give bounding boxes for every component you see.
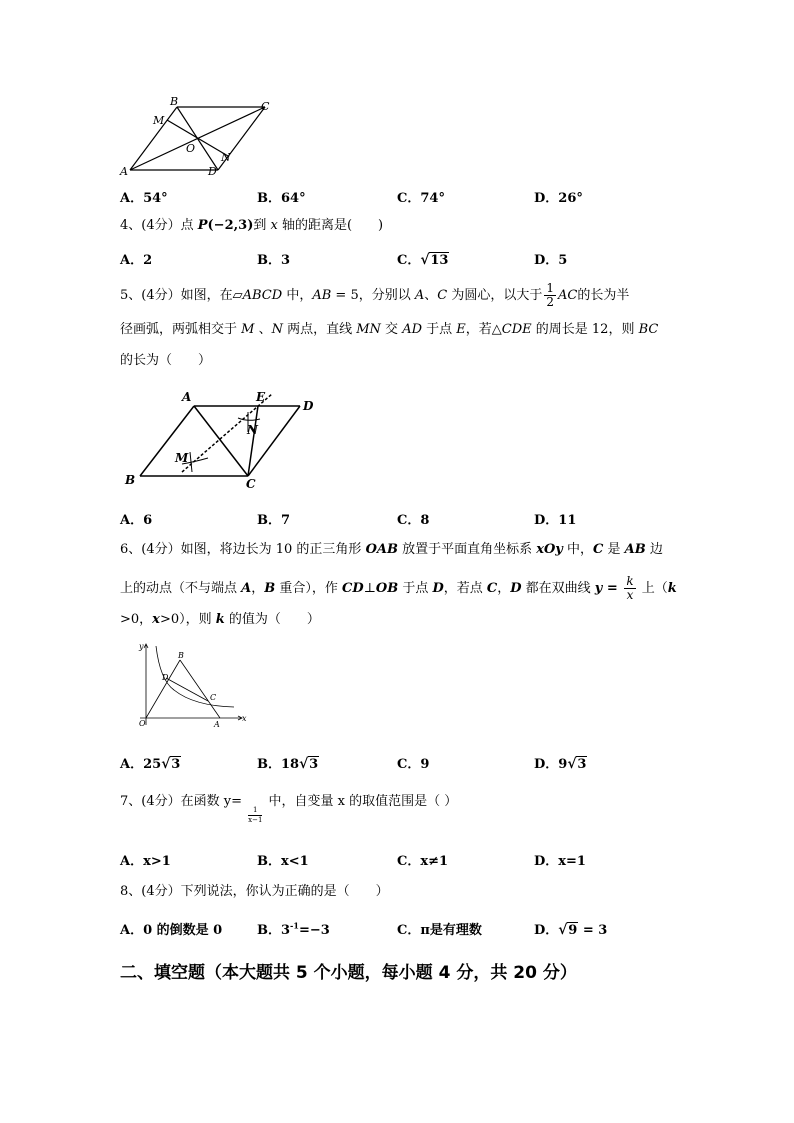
q5-n: N: [271, 322, 283, 337]
q6-option-d-radicand: 3: [577, 757, 587, 772]
q5-text: 、: [254, 322, 272, 337]
q5-option-a[interactable]: A．6: [120, 513, 153, 528]
q6-text: 的值为（ ）: [224, 612, 320, 627]
q4-point: P: [197, 218, 208, 233]
q6-text: 中，: [562, 542, 594, 557]
q6-fig-label-d: D: [162, 673, 169, 682]
q5-stem-line2: [120, 320, 658, 340]
q3-option-c[interactable]: C．74°: [397, 191, 445, 206]
q4-option-b[interactable]: B．3: [257, 253, 291, 268]
q5-text: 径画弧，两弧相交于: [120, 322, 242, 337]
sqrt-symbol: [299, 757, 319, 772]
q6-text: ，: [497, 581, 511, 596]
q4-option-d[interactable]: D．5: [534, 253, 568, 268]
q6-option-c[interactable]: C．9: [397, 757, 430, 772]
q5-fraction-half: [544, 282, 556, 309]
q5-bc: BC: [638, 322, 659, 337]
q4-suffix: 轴的距离是( ): [277, 218, 384, 233]
q6-fig-label-y: y: [139, 642, 144, 651]
q6-b: B: [264, 581, 276, 596]
q8-option-b-exponent: -1: [290, 920, 299, 931]
q6-text: 是: [603, 542, 625, 557]
q5-text: 5、(4分）如图，在: [120, 288, 233, 303]
q5-option-d[interactable]: D．11: [534, 513, 577, 528]
q6-text: ，若点: [443, 581, 487, 596]
q5-diagonal-ac: [194, 406, 248, 476]
q6-text: 放置于平面直角坐标系: [397, 542, 537, 557]
q4-option-c[interactable]: [397, 249, 449, 268]
q5-fig-label-m: M: [175, 451, 189, 465]
fig1-label-a: A: [120, 165, 128, 178]
q6-d: D: [510, 581, 522, 596]
q4-option-a[interactable]: A．2: [120, 253, 153, 268]
q5-m: M: [241, 322, 255, 337]
fig1-label-m: M: [153, 114, 165, 127]
q6-text: 于点: [398, 581, 433, 596]
fig1-label-d: D: [208, 165, 217, 178]
q6-edge-ob: [146, 660, 180, 718]
q6-oab: OAB: [365, 542, 398, 557]
fig1-label-o: O: [186, 142, 196, 155]
q5-fig-label-e: E: [256, 390, 266, 404]
q4-prefix: 4、(4分）点: [120, 218, 198, 233]
sqrt-symbol: [420, 253, 449, 268]
sqrt-symbol: [161, 757, 181, 772]
fig1-label-b: B: [170, 95, 179, 108]
q6-frac-num: k: [626, 574, 634, 588]
q6-option-b-label: B．18: [257, 757, 300, 772]
q6-text: 上的动点（不与端点: [120, 581, 242, 596]
q8-stem: 8、(4分）下列说法，你认为正确的是（ ）: [120, 884, 389, 899]
q8-option-c[interactable]: C．π是有理数: [397, 923, 482, 938]
q5-fig-label-n: N: [247, 423, 258, 437]
sqrt-symbol: [567, 757, 587, 772]
q5-text: 两点，直线: [282, 322, 357, 337]
q7-frac-den: x−1: [248, 816, 263, 824]
q6-fig-label-o: O: [139, 719, 146, 728]
q6-stem-line3: [120, 610, 320, 630]
q6-fig-label-b: B: [178, 651, 184, 660]
q5-stem-line3: 的长为（ ）: [120, 353, 212, 368]
q8-option-d-radicand: 9: [568, 923, 578, 938]
q4-x: x: [270, 218, 278, 233]
q6-option-d-label: D．9: [534, 757, 568, 772]
q7-option-b[interactable]: B．x<1: [257, 854, 309, 869]
q8-option-b-base: B．3: [257, 923, 291, 938]
q3-option-a[interactable]: A．54°: [120, 191, 168, 206]
q6-text: 上（: [637, 581, 668, 596]
fig1-label-c: C: [261, 100, 270, 113]
q5-text: 的周长是 12，则: [531, 322, 639, 337]
q4-option-c-label: C．: [397, 253, 421, 268]
q6-fig-label-a: A: [214, 720, 220, 729]
q6-fig-label-x: x: [242, 714, 247, 723]
figure-q6-coordinate: [134, 640, 254, 735]
q4-option-c-radicand: 13: [430, 253, 449, 268]
q3-option-b[interactable]: B．64°: [257, 191, 306, 206]
q6-a: A: [241, 581, 252, 596]
q6-option-a-radicand: 3: [171, 757, 181, 772]
q6-perp: ⊥: [363, 581, 376, 596]
q6-text: 6、(4分）如图，将边长为 10 的正三角形: [120, 542, 366, 557]
q7-frac-num: 1: [248, 806, 262, 816]
q5-point-a: A: [414, 288, 425, 303]
q7-option-c[interactable]: C．x≠1: [397, 854, 449, 869]
q7-option-d[interactable]: D．x=1: [534, 854, 586, 869]
q5-e: E: [456, 322, 466, 337]
q6-fig-label-c: C: [210, 693, 217, 702]
q5-edge-ab: [140, 406, 194, 476]
q8-option-d-result: = 3: [578, 923, 608, 938]
q7-prefix: 7、(4分）在函数 y=: [120, 794, 247, 809]
q5-eq: = 5: [331, 288, 359, 303]
q5-frac-den: 2: [546, 295, 554, 309]
q5-ad: AD: [402, 322, 422, 337]
q6-c: C: [486, 581, 498, 596]
q5-triangle: △CDE: [491, 322, 532, 337]
q6-eq: =: [602, 581, 623, 596]
q5-ac: AC: [558, 288, 578, 303]
q6-text: 都在双曲线: [521, 581, 595, 596]
q3-option-d[interactable]: D．26°: [534, 191, 583, 206]
q6-d: D: [432, 581, 444, 596]
q5-text: 、: [424, 288, 438, 303]
q8-option-b-result: =−3: [298, 923, 330, 938]
q5-fig-label-b: B: [125, 473, 136, 487]
q5-text: 为圆心，以大于: [447, 288, 543, 303]
q6-text: 边: [645, 542, 663, 557]
q6-c: C: [593, 542, 604, 557]
q8-option-b[interactable]: [257, 919, 330, 938]
q5-text: 交: [380, 322, 403, 337]
q6-xoy: xOy: [536, 542, 563, 557]
q4-mid: 到: [253, 218, 271, 233]
q6-k: k: [215, 612, 225, 627]
figure-parallelogram-mn: [115, 95, 285, 180]
q6-option-d[interactable]: [534, 753, 587, 772]
q5-text: 于点: [422, 322, 457, 337]
q6-option-a-label: A．25: [120, 757, 162, 772]
q5-point-c: C: [437, 288, 448, 303]
q6-text: >0），则: [159, 612, 216, 627]
q5-mn: MN: [356, 322, 381, 337]
q8-option-d-label: D．: [534, 923, 559, 938]
q7-fraction: [248, 806, 262, 825]
q6-stem-line2: [120, 575, 677, 602]
q6-fraction-k-over-x: [624, 575, 635, 602]
q6-cd: CD: [342, 581, 364, 596]
q8-option-d[interactable]: [534, 919, 607, 938]
q7-stem: [120, 792, 458, 824]
q5-stem-line1: [120, 282, 629, 309]
q5-text: ，分别以: [358, 288, 415, 303]
q6-text: ，: [251, 581, 265, 596]
section-heading-fill-in: 二、填空题（本大题共 5 个小题，每小题 4 分，共 20 分）: [120, 963, 577, 983]
q6-ab: AB: [624, 542, 646, 557]
q8-option-a[interactable]: A．0 的倒数是 0: [120, 923, 223, 938]
q6-option-b-radicand: 3: [309, 757, 319, 772]
q6-text: >0，: [120, 612, 153, 627]
q5-option-b[interactable]: B．7: [257, 513, 291, 528]
q7-option-a[interactable]: A．x>1: [120, 854, 171, 869]
q5-frac-num: 1: [546, 281, 554, 295]
q7-suffix: 中，自变量 x 的取值范围是（ ）: [264, 794, 458, 809]
q5-text: ，若: [465, 322, 492, 337]
fig1-segment-mn: [167, 120, 228, 156]
q6-x: x: [152, 612, 160, 627]
q5-ab: AB: [312, 288, 332, 303]
q5-fig-label-a: A: [182, 390, 192, 404]
q6-stem-line1: [120, 540, 663, 560]
q4-coords: (−2,3): [207, 218, 254, 233]
fig1-label-n: N: [221, 151, 231, 164]
q6-ob: OB: [375, 581, 399, 596]
q6-text: 重合），作: [275, 581, 343, 596]
q5-parallelogram: ▱ABCD: [232, 288, 283, 303]
q6-frac-den: x: [626, 588, 634, 602]
figure-q5-parallelogram: [120, 388, 325, 493]
q5-text: 中，: [282, 288, 313, 303]
q5-fig-label-c: C: [246, 477, 256, 491]
q5-fig-label-d: D: [303, 399, 314, 413]
q6-option-b[interactable]: [257, 753, 319, 772]
q5-text: 的长为半: [577, 288, 630, 303]
q4-stem: [120, 216, 383, 236]
q5-option-c[interactable]: C．8: [397, 513, 430, 528]
q6-k: k: [667, 581, 677, 596]
sqrt-symbol: [558, 923, 578, 938]
q6-y: y: [594, 581, 603, 596]
q6-option-a[interactable]: [120, 753, 181, 772]
